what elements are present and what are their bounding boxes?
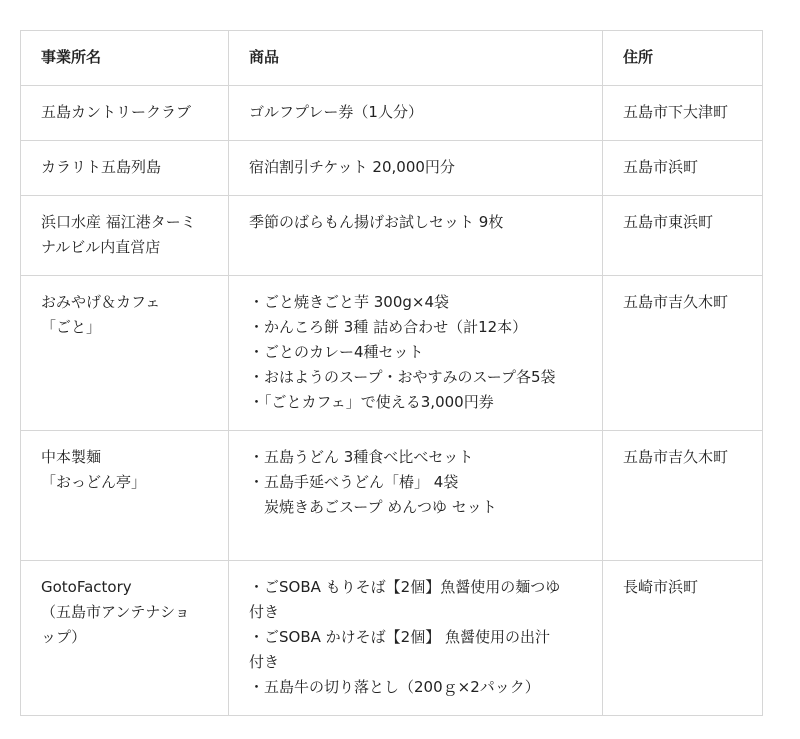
product-line: 付き [249, 603, 280, 621]
product-line: 炭焼きあごスープ めんつゆ セット [249, 498, 497, 516]
header-product: 商品 [229, 31, 603, 86]
address-cell: 五島市下大津町 [603, 86, 763, 141]
address-cell: 五島市吉久木町 [603, 276, 763, 431]
product-line: ・かんころ餅 3種 詰め合わせ（計12本） [249, 318, 528, 336]
business-name-line: ナルビル内直営店 [41, 238, 161, 256]
product-line: 宿泊割引チケット 20,000円分 [249, 158, 455, 176]
table-row [21, 196, 763, 276]
product-line: ・五島うどん 3種食べ比べセット [249, 448, 474, 466]
table-row [21, 431, 763, 561]
business-name-line: おみやげ＆カフェ [41, 293, 161, 311]
address-cell: 五島市浜町 [603, 141, 763, 196]
business-name-cell [21, 196, 229, 276]
product-line: ゴルフプレー券（1人分） [249, 103, 423, 121]
product-line: ・ごSOBA もりそば【2個】魚醤使用の麺つゆ [249, 578, 561, 596]
product-line: 付き [249, 653, 280, 671]
table-row [21, 141, 763, 196]
business-name-line: 中本製麺 [41, 448, 102, 466]
business-name-cell [21, 276, 229, 431]
product-line: ・「ごとカフェ」で使える3,000円券 [249, 393, 494, 411]
address-cell: 長崎市浜町 [603, 561, 763, 716]
product-cell [229, 196, 603, 276]
product-line: ・ごSOBA かけそば【2個】 魚醤使用の出汁 [249, 628, 550, 646]
business-name-cell [21, 561, 229, 716]
business-name-cell [21, 86, 229, 141]
product-cell [229, 141, 603, 196]
address-cell: 五島市東浜町 [603, 196, 763, 276]
product-cell [229, 86, 603, 141]
business-name-line: ップ） [41, 628, 87, 646]
table-row [21, 561, 763, 716]
product-line: ・ごと焼きごと芋 300g×4袋 [249, 293, 450, 311]
business-name-line: （五島市アンテナショ [41, 603, 190, 621]
business-name-line: 「ごと」 [41, 318, 102, 336]
business-name-cell [21, 141, 229, 196]
header-business-name: 事業所名 [21, 31, 229, 86]
address-cell: 五島市吉久木町 [603, 431, 763, 561]
product-table-container [20, 30, 763, 716]
product-cell [229, 561, 603, 716]
product-line: ・おはようのスープ・おやすみのスープ各5袋 [249, 368, 556, 386]
business-name-cell [21, 431, 229, 561]
business-name-line: 浜口水産 福江港ターミ [41, 213, 196, 231]
table-row [21, 86, 763, 141]
product-cell [229, 431, 603, 561]
table-row [21, 276, 763, 431]
header-address: 住所 [603, 31, 763, 86]
product-line: ・五島牛の切り落とし（200ｇ×2パック） [249, 678, 540, 696]
table-header-row [21, 31, 763, 86]
product-cell [229, 276, 603, 431]
business-name-line: 五島カントリークラブ [41, 103, 192, 121]
product-line: ・五島手延べうどん「椿」 4袋 [249, 473, 459, 491]
product-line: ・ごとのカレー4種セット [249, 343, 424, 361]
product-table [20, 30, 763, 716]
business-name-line: 「おっどん亭」 [41, 473, 147, 491]
product-line: 季節のばらもん揚げお試しセット 9枚 [249, 213, 504, 231]
business-name-line: カラリト五島列島 [41, 158, 162, 176]
business-name-line: GotoFactory [41, 578, 132, 596]
